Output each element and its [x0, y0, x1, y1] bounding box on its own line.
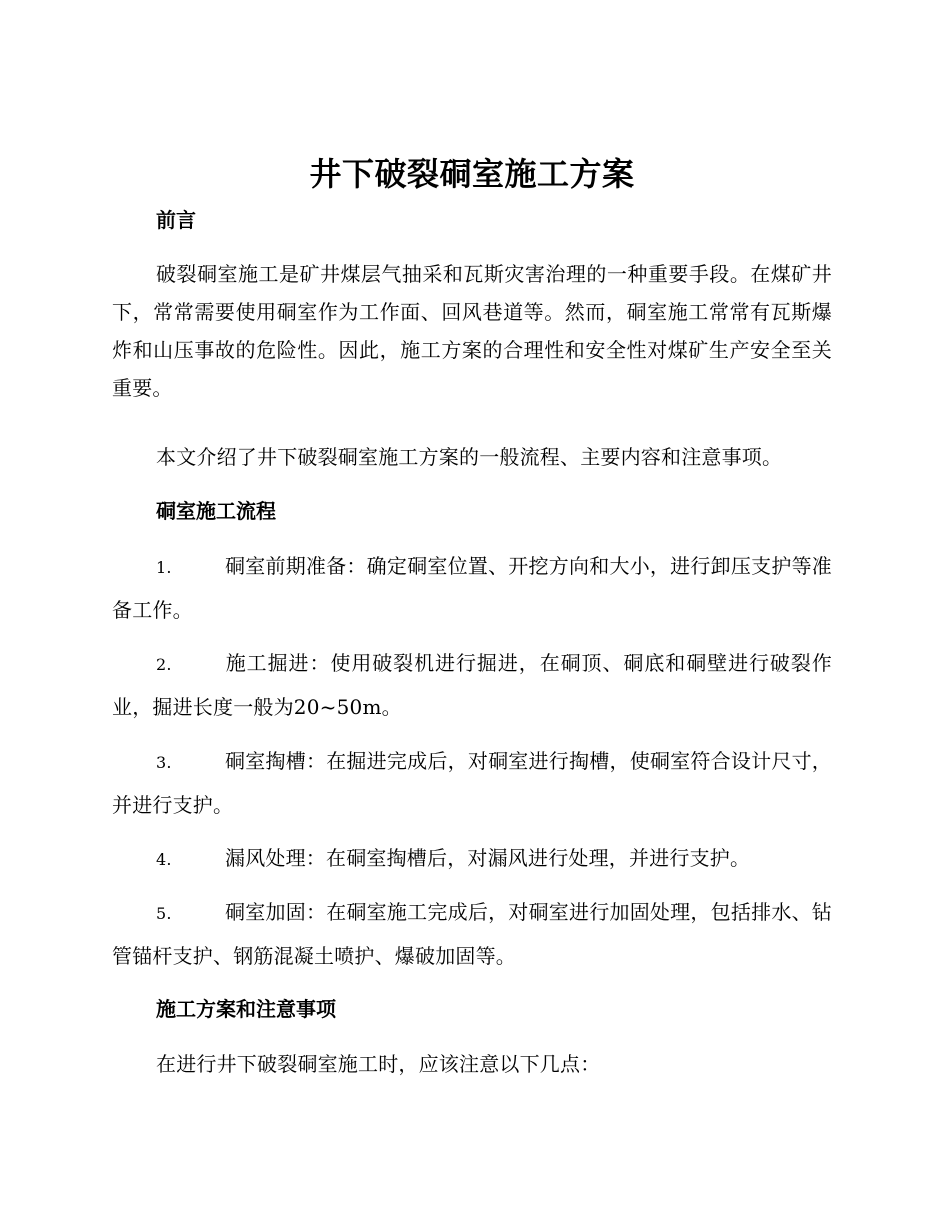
document-title: 井下破裂硐室施工方案	[309, 155, 635, 193]
list-item	[112, 837, 832, 881]
section-heading-notes: 施工方案和注意事项	[156, 997, 336, 1021]
list-item-text: 硐室加固：在硐室施工完成后，对硐室进行加固处理，包括排水、钻管锚杆支护、钢筋混凝土喷护、爆破加固等。	[112, 900, 832, 968]
list-item	[112, 642, 832, 728]
document-page	[112, 0, 832, 1230]
list-item-number: 5.	[156, 904, 172, 923]
list-item	[112, 740, 832, 826]
paragraph-preface-1: 破裂硐室施工是矿井煤层气抽采和瓦斯灾害治理的一种重要手段。在煤矿井下，常常需要使用硐室作为工作面、回风巷道等。然而，硐室施工常常有瓦斯爆炸和山压事故的危险性。因此，施工方案的合理性和安全性对煤矿生产安全至关重要。	[112, 262, 832, 400]
list-item-text: 漏风处理：在硐室掏槽后，对漏风进行处理，并进行支护。	[225, 846, 751, 870]
list-item-number: 2.	[156, 655, 172, 674]
list-item-text: 硐室前期准备：确定硐室位置、开挖方向和大小，进行卸压支护等准备工作。	[112, 554, 832, 622]
list-item-number: 1.	[156, 558, 172, 577]
list-item	[112, 891, 832, 977]
list-item	[112, 545, 832, 631]
list-item-text: 施工掘进：使用破裂机进行掘进，在硐顶、硐底和硐壁进行破裂作业，掘进长度一般为20~50m。	[112, 651, 832, 719]
paragraph-preface-2: 本文介绍了井下破裂硐室施工方案的一般流程、主要内容和注意事项。	[156, 445, 783, 469]
section-heading-process: 硐室施工流程	[156, 499, 276, 523]
section-heading-preface: 前言	[156, 208, 196, 232]
paragraph-notes-1: 在进行井下破裂硐室施工时，应该注意以下几点：	[156, 1052, 601, 1076]
list-item-text: 硐室掏槽：在掘进完成后，对硐室进行掏槽，使硐室符合设计尺寸，并进行支护。	[112, 749, 832, 817]
list-item-number: 4.	[156, 850, 172, 869]
list-item-number: 3.	[156, 753, 172, 772]
